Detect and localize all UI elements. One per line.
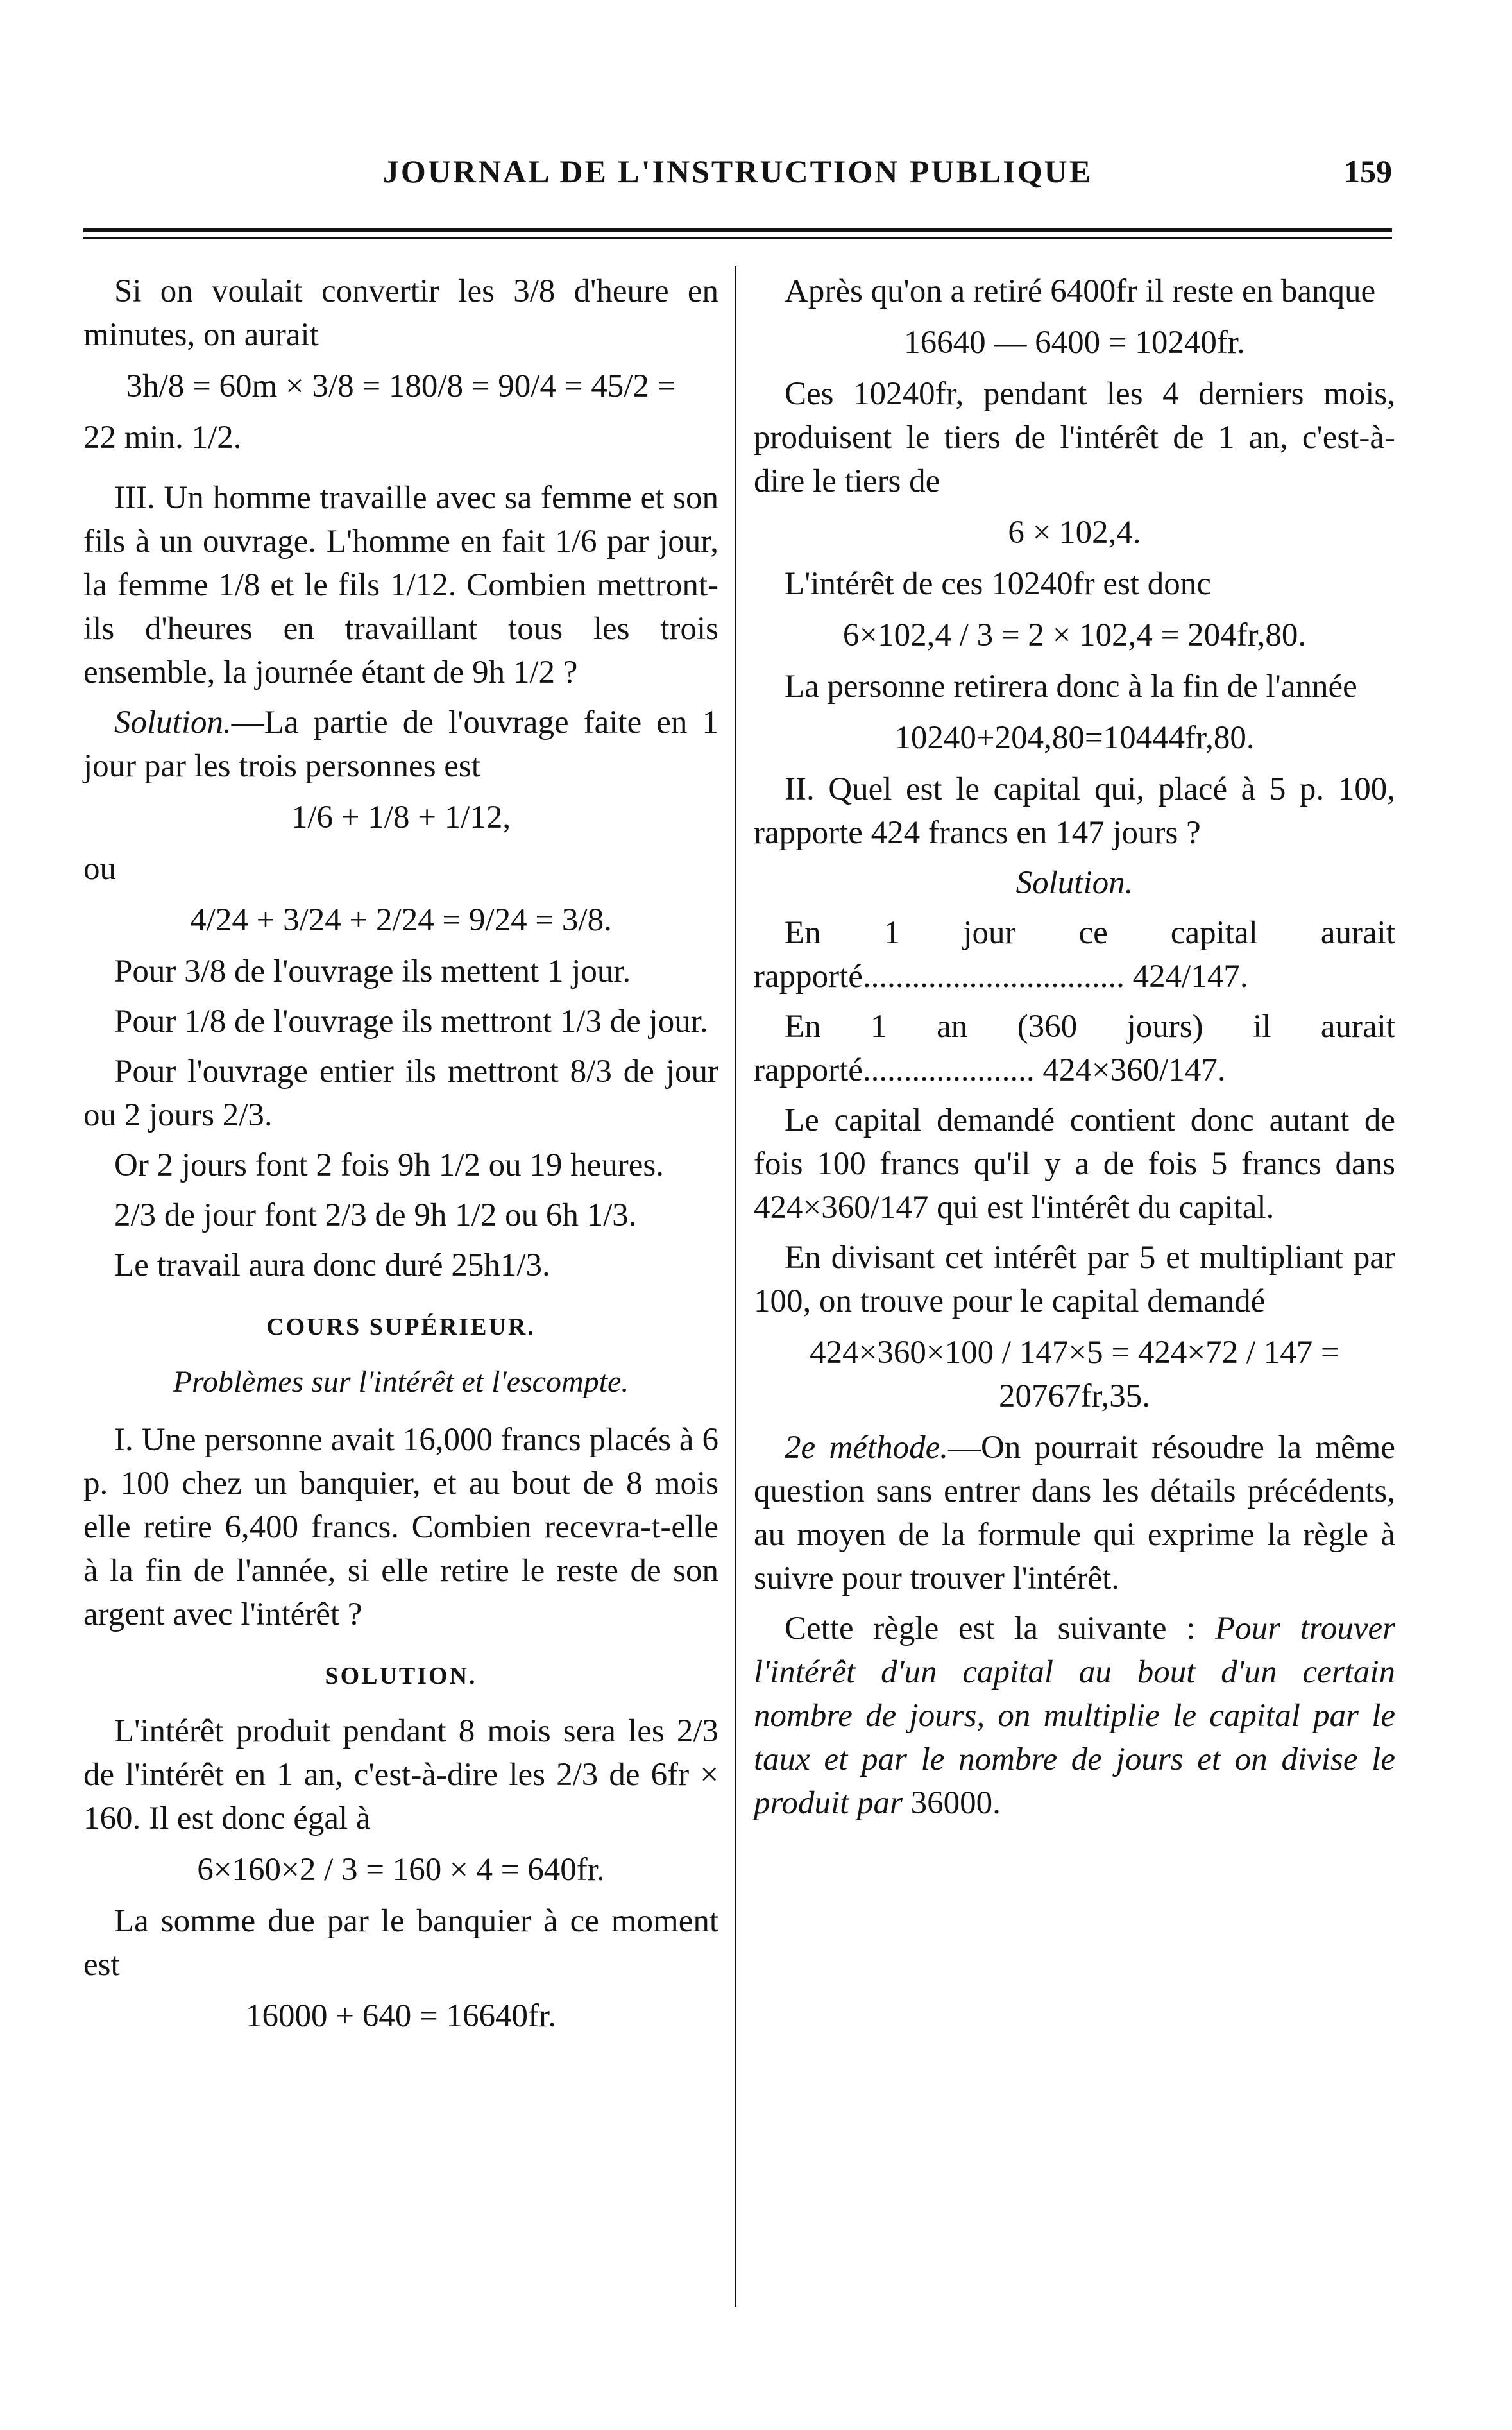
equation: 6×160×2 / 3 = 160 × 4 = 640fr. <box>197 1852 605 1888</box>
equation: 3h/8 = 60m × 3/8 = 180/8 = 90/4 = 45/2 = <box>126 368 676 404</box>
connector-ou: ou <box>83 851 116 887</box>
column-divider <box>735 266 736 2307</box>
solution-text: —La partie de l'ouvrage faite en 1 jour par les trois personnes est <box>83 705 718 784</box>
paragraph: L'intérêt produit pendant 8 mois sera les 2/3 de l'intérêt en 1 an, c'est-à-dire les 2/3 de 6fr × 160. Il est donc égal à <box>83 1713 718 1836</box>
paragraph: Après qu'on a retiré 6400fr il reste en banque <box>785 273 1376 309</box>
method-2-text: —On pourrait résoudre la même question sans entrer dans les détails précédents, au moyen de la formule qui exprime la règle à suivre pour trouver l'intérêt. <box>754 1430 1395 1596</box>
section-subheading: Problèmes sur l'intérêt et l'escompte. <box>173 1365 629 1399</box>
equation: 16000 + 640 = 16640fr. <box>246 1998 556 2034</box>
rule-paragraph <box>754 1607 1395 1825</box>
header-rule-thin <box>83 237 1392 239</box>
solution-paragraph <box>83 701 718 788</box>
rule-end: 36000. <box>910 1785 1001 1821</box>
paragraph: 2/3 de jour font 2/3 de 9h 1/2 ou 6h 1/3. <box>114 1197 637 1233</box>
running-title: JOURNAL DE L'INSTRUCTION PUBLIQUE <box>382 153 1093 189</box>
equation: 10240+204,80=10444fr,80. <box>894 720 1255 756</box>
problem-I: I. Une personne avait 16,000 francs placés à 6 p. 100 chez un banquier, et au bout de 8 mois elle retire 6,400 francs. Combien recevra-t-elle à la fin de l'année, si elle retire le reste de son argent avec l'intérêt ? <box>83 1422 718 1632</box>
paragraph: En 1 an (360 jours) il aurait rapporté..................... 424×360/147. <box>754 1009 1395 1088</box>
method-2-label: 2e méthode. <box>785 1430 948 1466</box>
paragraph: La personne retirera donc à la fin de l'année <box>785 669 1357 705</box>
equation: 1/6 + 1/8 + 1/12, <box>291 800 511 835</box>
equation-continuation: 22 min. 1/2. <box>83 420 242 456</box>
paragraph: L'intérêt de ces 10240fr est donc <box>785 566 1211 602</box>
rule-text: Pour trouver l'intérêt d'un capital au bout d'un certain nombre de jours, on multiplie le capital par le taux et par le nombre de jours et on divise le produit par <box>754 1611 1396 1821</box>
paragraph: Ces 10240fr, pendant les 4 derniers mois, produisent le tiers de l'intérêt de 1 an, c'est-à-dire le tiers de <box>754 376 1395 499</box>
header-rule <box>83 228 1392 232</box>
problem-II: II. Quel est le capital qui, placé à 5 p. 100, rapporte 424 francs en 147 jours ? <box>754 771 1395 851</box>
page-header <box>83 153 1392 204</box>
equation: 424×360×100 / 147×5 = 424×72 / 147 = 20767fr,35. <box>810 1335 1339 1414</box>
problem-III: III. Un homme travaille avec sa femme et son fils à un ouvrage. L'homme en fait 1/6 par jour, la femme 1/8 et le fils 1/12. Combien mettront-ils d'heures en travaillant tous les trois ensemble, la journée étant de 9h 1/2 ? <box>83 480 718 690</box>
paragraph: Pour 3/8 de l'ouvrage ils mettent 1 jour. <box>114 954 631 989</box>
paragraph: Or 2 jours font 2 fois 9h 1/2 ou 19 heures. <box>114 1147 664 1183</box>
equation: 6 × 102,4. <box>1008 515 1141 551</box>
left-column <box>83 270 718 2046</box>
right-column <box>754 270 1395 1831</box>
equation: 6×102,4 / 3 = 2 × 102,4 = 204fr,80. <box>842 617 1307 653</box>
paragraph: Si on voulait convertir les 3/8 d'heure en minutes, on aurait <box>83 273 718 353</box>
paragraph: Pour l'ouvrage entier ils mettront 8/3 de jour ou 2 jours 2/3. <box>83 1054 718 1133</box>
solution-heading: SOLUTION. <box>325 1663 477 1690</box>
paragraph: Pour 1/8 de l'ouvrage ils mettront 1/3 de jour. <box>114 1004 708 1040</box>
rule-intro: Cette règle est la suivante : <box>785 1611 1196 1647</box>
paragraph: En divisant cet intérêt par 5 et multipliant par 100, on trouve pour le capital demandé <box>754 1240 1395 1319</box>
paragraph: La somme due par le banquier à ce moment est <box>83 1903 718 1983</box>
solution-label: Solution. <box>1015 865 1134 901</box>
section-heading: COURS SUPÉRIEUR. <box>266 1313 536 1340</box>
paragraph: En 1 jour ce capital aurait rapporté................................ 424/147. <box>754 915 1395 995</box>
method-2-paragraph <box>754 1426 1395 1600</box>
paragraph: Le travail aura donc duré 25h1/3. <box>114 1247 550 1283</box>
solution-label: Solution. <box>114 705 232 740</box>
page-number: 159 <box>1344 153 1392 189</box>
equation: 16640 — 6400 = 10240fr. <box>904 325 1245 361</box>
paragraph: Le capital demandé contient donc autant de fois 100 francs qu'il y a de fois 5 francs dans 424×360/147 qui est l'intérêt du capital. <box>754 1102 1395 1226</box>
equation: 4/24 + 3/24 + 2/24 = 9/24 = 3/8. <box>190 902 612 938</box>
